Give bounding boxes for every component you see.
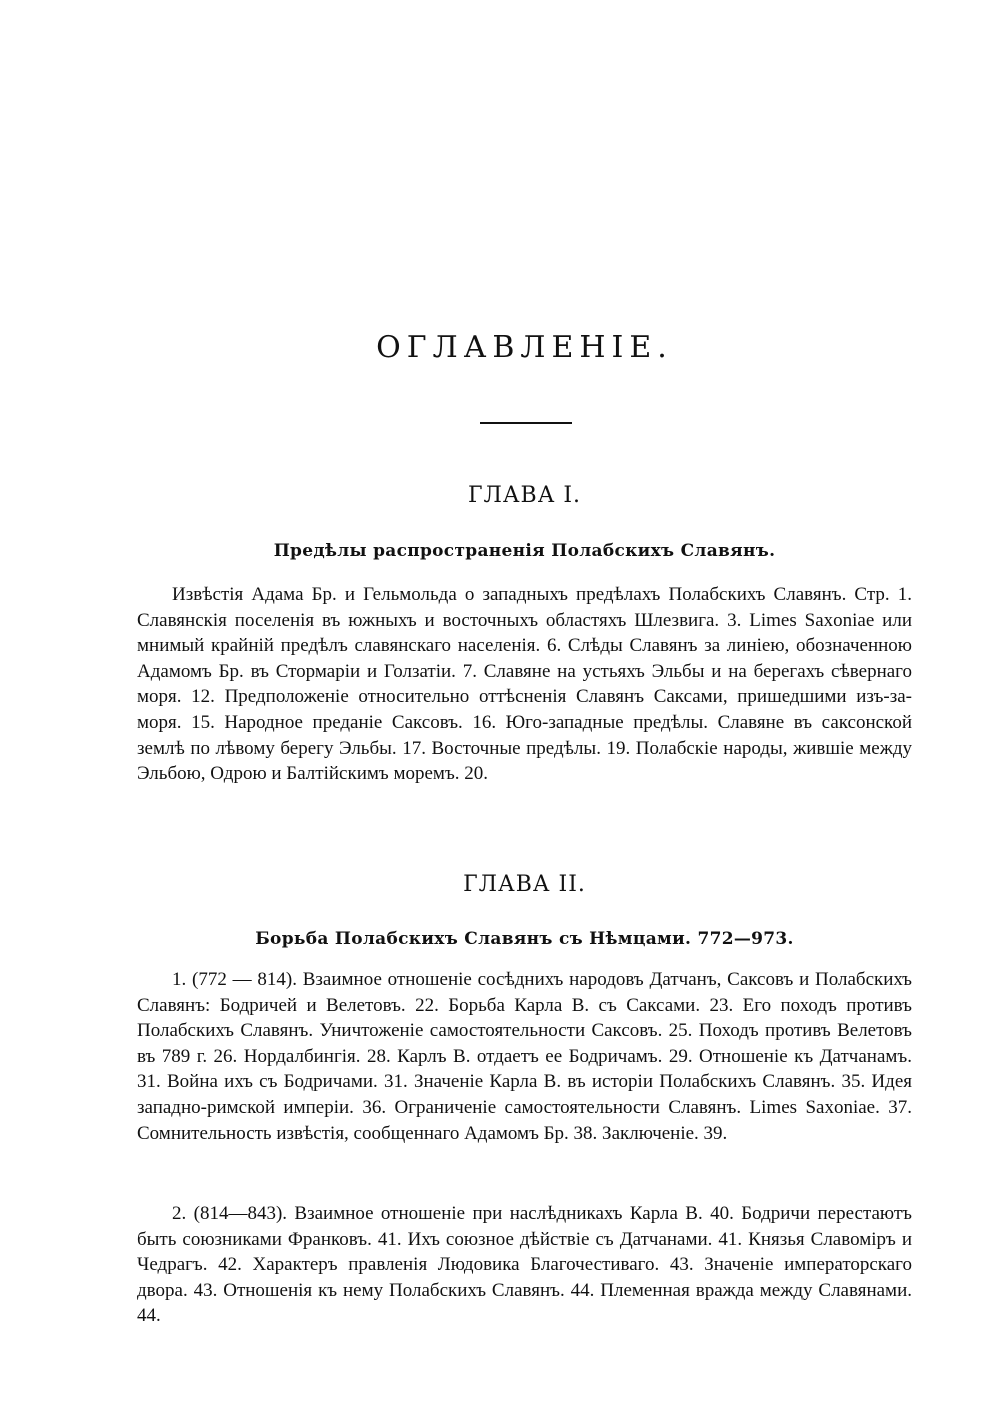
chapter-2-paragraph-2: 2. (814—843). Взаимное отношеніе при наслѣдникахъ Карла В. 40. Бодричи перестаютъ быть союзниками Франковъ. 41. Ихъ союзное дѣйствіе съ Датчанами. 41. Князья Славоміръ и Чедрагъ. 42. Характеръ правленія Людовика Благочестиваго. 43. Значеніе императорскаго двора. 43. Отношенія къ нему Полабскихъ Славянъ. 44. Племенная вражда между Славянами. 44.	[137, 1203, 912, 1327]
chapter-1-subtitle: Предѣлы распространенія Полабскихъ Славянъ.	[273, 541, 776, 561]
chapter-1-heading: ГЛАВА I.	[467, 483, 582, 508]
page-title: ОГЛАВЛЕНІЕ.	[376, 330, 673, 365]
title-divider	[480, 422, 572, 424]
chapter-2-subtitle: Борьба Полабскихъ Славянъ съ Нѣмцами. 772—973.	[255, 929, 794, 949]
chapter-1-paragraph-1: Извѣстія Адама Бр. и Гельмольда о западныхъ предѣлахъ Полабскихъ Славянъ. Стр. 1. Славянскія поселенія въ южныхъ и восточныхъ областяхъ Шлезвига. 3. Limes Saxoniae или мнимый крайній предѣлъ славянскаго населенія. 6. Слѣды Славянъ за линіею, обозначенною Адамомъ Бр. въ Стормаріи и Голзатіи. 7. Славяне на устьяхъ Эльбы и на берегахъ сѣвернаго моря. 12. Предположеніе относительно оттѣсненія Славянъ Саксами, пришедшими изъ-за-моря. 15. Народное преданіе Саксовъ. 16. Юго-западные предѣлы. Славяне въ саксонской землѣ по лѣвому берегу Эльбы. 17. Восточные предѣлы. 19. Полабскіе народы, жившіе между Эльбою, Одрою и Балтійскимъ моремъ. 20.	[137, 584, 912, 785]
chapter-2-heading: ГЛАВА II.	[463, 872, 586, 897]
document-page	[137, 0, 912, 1418]
chapter-2-paragraph-1: 1. (772 — 814). Взаимное отношеніе сосѣднихъ народовъ Датчанъ, Саксовъ и Полабскихъ Славянъ: Бодричей и Велетовъ. 22. Борьба Карла В. съ Саксами. 23. Его походъ противъ Полабскихъ Славянъ. Уничтоженіе самостоятельности Саксовъ. 25. Походъ противъ Велетовъ въ 789 г. 26. Нордалбингія. 28. Карлъ В. отдаетъ ее Бодричамъ. 29. Отношеніе къ Датчанамъ. 31. Война ихъ съ Бодричами. 31. Значеніе Карла В. въ исторіи Полабскихъ Славянъ. 35. Идея западно-римской имперіи. 36. Ограниченіе самостоятельности Славянъ. Limes Saxoniae. 37. Сомнительность извѣстія, сообщеннаго Адамомъ Бр. 38. Заключеніе. 39.	[137, 969, 912, 1144]
